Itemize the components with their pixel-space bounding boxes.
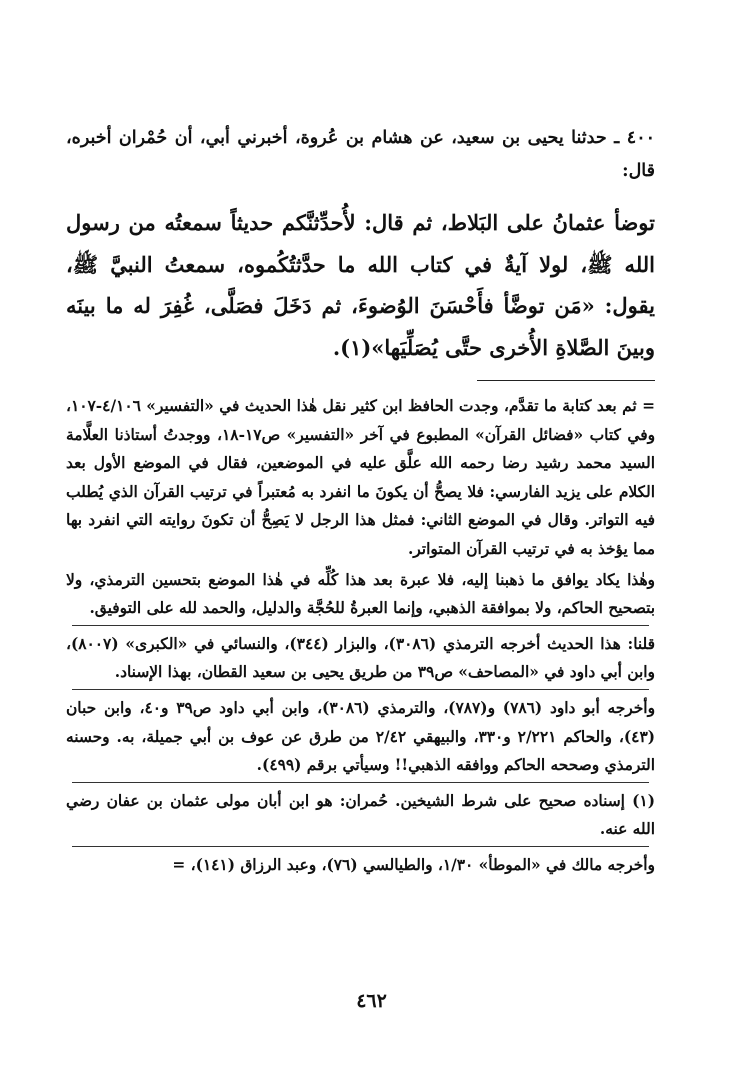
note-paragraph: = ثم بعد كتابة ما تقدَّم، وجدت الحافظ ابن كثير نقل هٰذا الحديث في «التفسير» ٤/١٠٦-١٠٧، وفي كتاب «فضائل القرآن» المطبوع في آخر «التفسير» ص١٧-١٨، ووجدتُ أستاذنا العلَّامة السيد محمد رشيد رضا رحمه الله علَّق عليه في الموضعين، فقال في الموضع الأول بعد الكلام على يزيد الفارسي: فلا يصحُّ أن يكونَ ما انفرد به مُعتبراً في ترتيب القرآن الذي يُطلب فيه التواتر. وقال في الموضع الثاني: فمثل هذا الرجل لا يَصِحُّ أن تكونَ روايته التي انفرد بها مما يؤخذ به في ترتيب القرآن المتواتر. bbox=[66, 397, 656, 558]
hadith-matn: توضأ عثمانُ على البَلاط، ثم قال: لأُحدِّثنَّكم حديثاً سمعتُه من رسول الله ﷺ، لولا آيةٌ في كتاب الله ما حدَّثتُكُموه، سمعتُ النبيَّ ﷺ، يقول: «مَن توضَّأ فأَحْسَنَ الوُضوءَ، ثم دَخَلَ فصَلَّى، غُفِرَ له ما بينَه وبينَ الصَّلاةِ الأُخرى حتَّى يُصَلِّيَها»(١). bbox=[66, 210, 655, 360]
commentary-notes bbox=[66, 392, 655, 882]
note-paragraph: قلنا: هذا الحديث أخرجه الترمذي (٣٠٨٦)، والبزار (٣٤٤)، والنسائي في «الكبرى» (٨٠٠٧)، وابن أبي داود في «المصاحف» ص٣٩ من طريق يحيى بن سعيد القطان، بهذا الإسناد. bbox=[66, 634, 655, 682]
note-divider bbox=[72, 782, 649, 783]
note-divider bbox=[72, 689, 649, 690]
note-divider bbox=[72, 846, 649, 847]
footnote-separator bbox=[477, 380, 655, 381]
continuation-note: وأخرجه مالك في «الموطأ» ١/٣٠، والطيالسي (٧٦)، وعبد الرزاق (١٤١)، = bbox=[172, 855, 655, 874]
note-divider bbox=[72, 625, 649, 626]
note-paragraph: وهٰذا يكاد يوافق ما ذهبنا إليه، فلا عبرة بعد هذا كُلِّه في هٰذا الموضع بتحسين الترمذي، ولا بتصحيح الحاكم، ولا بموافقة الذهبي، وإنما العبرةُ للحُجَّة والدليل، والحمد لله على التوفيق. bbox=[66, 570, 655, 618]
footnote-1: (١) إسناده صحيح على شرط الشيخين. حُمران: هو ابن أبان مولى عثمان بن عفان رضي الله عنه. bbox=[66, 791, 655, 839]
hadith-isnad: ٤٠٠ ـ حدثنا يحيى بن سعيد، عن هشام بن عُروة، أخبرني أبي، أن حُمْران أخبره، قال: bbox=[66, 128, 655, 181]
note-paragraph: وأخرجه أبو داود (٧٨٦) و(٧٨٧)، والترمذي (٣٠٨٦)، وابن أبي داود ص٣٩ و٤٠، وابن حبان (٤٣)، والحاكم ٢/٢٢١ و٣٣٠، والبيهقي ٢/٤٢ من طرق عن عوف بن أبي جميلة، به. وحسنه الترمذي وصححه الحاكم ووافقه الذهبي!! وسيأتي برقم (٤٩٩). bbox=[66, 698, 656, 775]
page-number: ٤٦٢ bbox=[356, 990, 387, 1012]
